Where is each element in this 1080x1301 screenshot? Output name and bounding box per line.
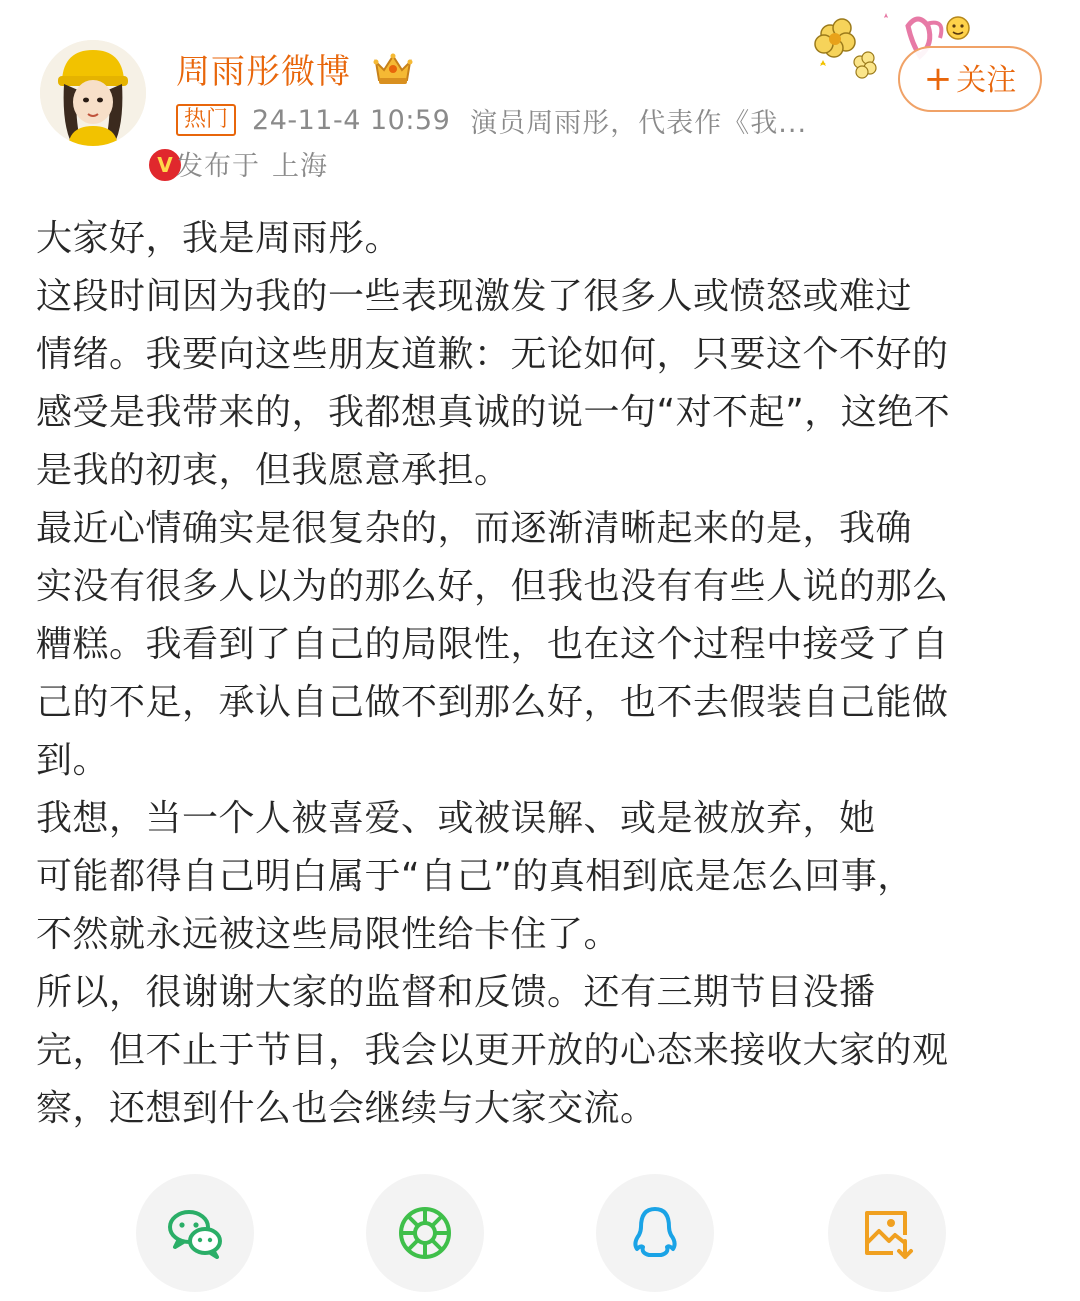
post-line: 察，还想到什么也会继续与大家交流。 [36, 1088, 657, 1129]
location-label: 发布于 [176, 151, 260, 182]
post-line: 情绪。我要向这些朋友道歉：无论如何，只要这个不好的 [36, 334, 949, 375]
avatar-image [40, 40, 146, 146]
hot-badge[interactable]: 热门 [176, 104, 236, 136]
post-line: 不然就永远被这些局限性给卡住了。 [36, 914, 621, 955]
location-row [176, 144, 328, 183]
crown-badge-icon[interactable] [370, 48, 416, 88]
share-bar [0, 1174, 1080, 1294]
post-line: 完，但不止于节目，我会以更开放的心态来接收大家的观 [36, 1030, 949, 1071]
post-line: 糟糕。我看到了自己的局限性，也在这个过程中接受了自 [36, 624, 949, 665]
verified-badge-icon: V [146, 146, 184, 184]
plus-icon: + [923, 59, 953, 99]
avatar[interactable] [40, 40, 173, 177]
wechat-icon [165, 1203, 225, 1263]
save-image-icon [857, 1203, 917, 1263]
post-body [36, 210, 1046, 1138]
user-name[interactable]: 周雨彤微博 [176, 52, 351, 92]
share-qq-button[interactable] [596, 1174, 714, 1292]
post-line: 实没有很多人以为的那么好，但我也没有有些人说的那么 [36, 566, 949, 607]
follow-button[interactable] [898, 46, 1042, 112]
post-line: 这段时间因为我的一些表现激发了很多人或愤怒或难过 [36, 276, 913, 317]
user-description: 演员周雨彤，代表作《我... [470, 107, 808, 139]
meta-row [176, 100, 807, 140]
post-line: 到。 [36, 740, 110, 781]
share-save-image-button[interactable] [828, 1174, 946, 1292]
post-line: 是我的初衷，但我愿意承担。 [36, 450, 511, 491]
share-moments-button[interactable] [366, 1174, 484, 1292]
post-line: 感受是我带来的，我都想真诚的说一句“对不起”，这绝不 [36, 392, 951, 433]
post-line: 己的不足，承认自己做不到那么好，也不去假装自己能做 [36, 682, 949, 723]
post-line: 所以，很谢谢大家的监督和反馈。还有三期节目没播 [36, 972, 876, 1013]
post-time: 24-11-4 10:59 [252, 104, 451, 136]
share-wechat-button[interactable] [136, 1174, 254, 1292]
post-line: 可能都得自己明白属于“自己”的真相到底是怎么回事， [36, 856, 914, 897]
post-line: 我想，当一个人被喜爱、或被误解、或是被放弃，她 [36, 798, 876, 839]
qq-icon [625, 1203, 685, 1263]
post-line: 最近心情确实是很复杂的，而逐渐清晰起来的是，我确 [36, 508, 913, 549]
post-line: 大家好，我是周雨彤。 [36, 218, 402, 259]
follow-label: 关注 [956, 63, 1017, 98]
moments-icon [395, 1203, 455, 1263]
location-value: 上海 [272, 151, 328, 182]
